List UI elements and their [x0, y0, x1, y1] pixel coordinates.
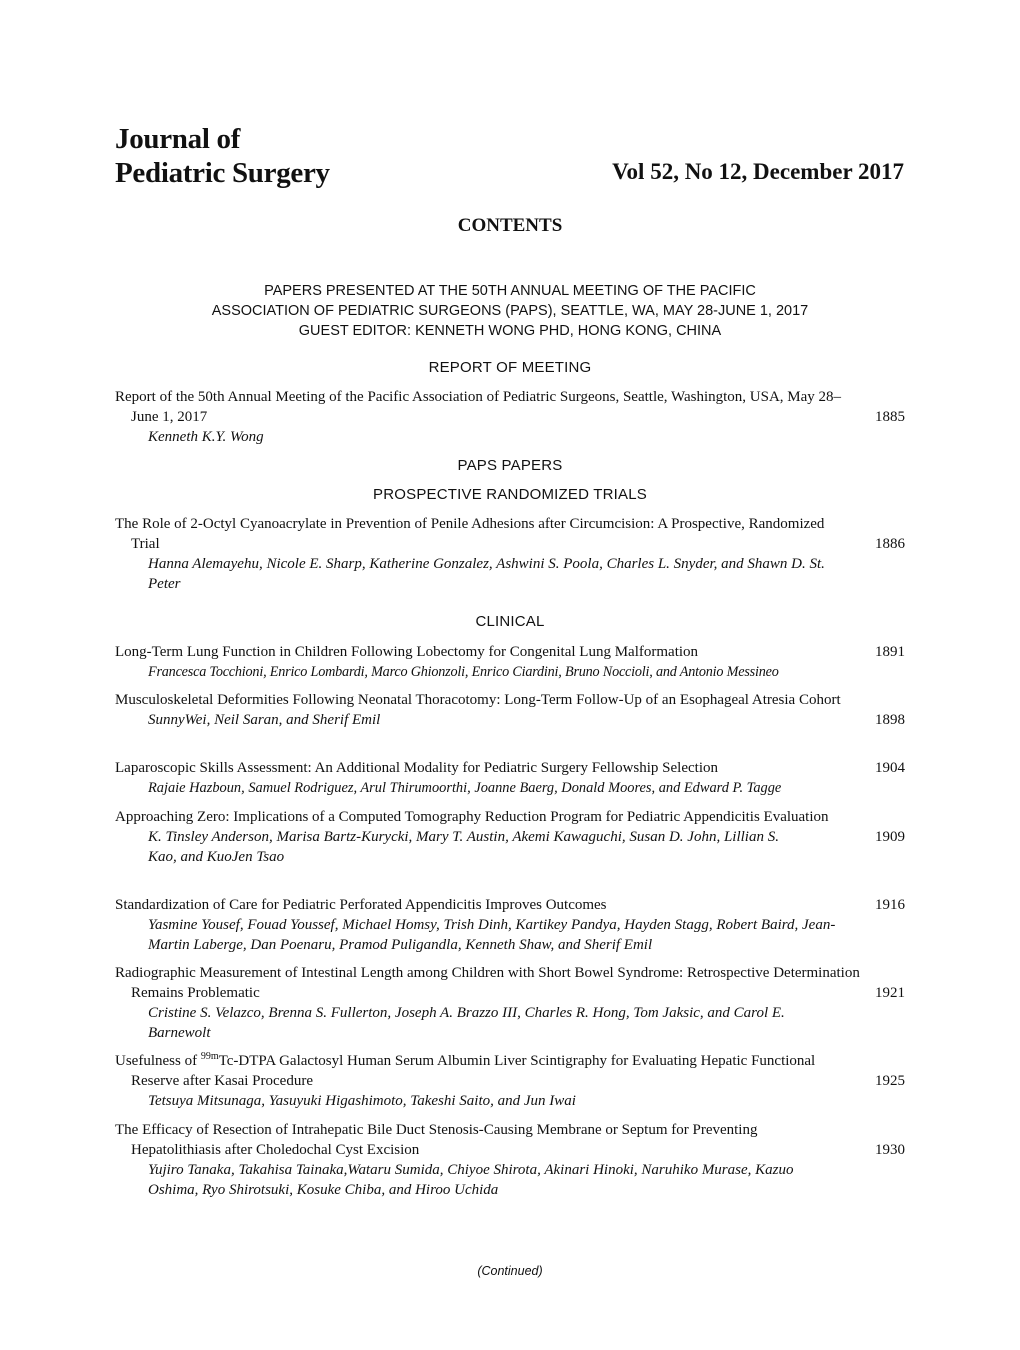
entry-authors: K. Tinsley Anderson, Marisa Bartz-Kurycki, Mary T. Austin, Akemi Kawaguchi, Susan D. John, Lillian S. Kao, and KuoJen Tsao: [148, 829, 779, 865]
entry-authors: SunnyWei, Neil Saran, and Sherif Emil: [148, 712, 381, 728]
entry-title[interactable]: Musculoskeletal Deformities Following Neonatal Thoracotomy: Long-Term Follow-Up of an Esophageal Atresia Cohort: [115, 692, 841, 708]
toc-entry[interactable]: [115, 1120, 905, 1200]
toc-entry[interactable]: [115, 895, 905, 955]
entry-authors: Yasmine Yousef, Fouad Youssef, Michael Homsy, Trish Dinh, Kartikey Pandya, Hayden Stagg, Robert Baird, Jean-Martin Laberge, Dan Poenaru, Pramod Puligandla, Kenneth Shaw, and Sherif Emil: [148, 917, 836, 953]
entry-title[interactable]: Standardization of Care for Pediatric Perforated Appendicitis Improves Outcomes: [115, 897, 607, 913]
meeting-banner: [0, 281, 1020, 341]
banner-line-2: ASSOCIATION OF PEDIATRIC SURGEONS (PAPS), SEATTLE, WA, MAY 28-JUNE 1, 2017: [211, 303, 809, 319]
entry-authors: Cristine S. Velazco, Brenna S. Fullerton, Joseph A. Brazzo III, Charles R. Hong, Tom Jaksic, and Carol E. Barnewolt: [148, 1005, 785, 1041]
entry-authors: Yujiro Tanaka, Takahisa Tainaka,Wataru Sumida, Chiyoe Shirota, Akinari Hinoki, Naruhiko Murase, Kazuo Oshima, Ryo Shirotsuki, Kosuke Chiba, and Hiroo Uchida: [148, 1162, 794, 1198]
banner-line-1: PAPERS PRESENTED AT THE 50TH ANNUAL MEETING OF THE PACIFIC: [264, 283, 756, 299]
entry-authors: Kenneth K.Y. Wong: [148, 429, 264, 445]
toc-entry[interactable]: [115, 514, 905, 594]
continued-note: (Continued): [477, 1264, 543, 1278]
entry-title-pre: Usefulness of: [115, 1053, 201, 1069]
entry-page: 1909: [875, 829, 905, 845]
entry-authors: Francesca Tocchioni, Enrico Lombardi, Marco Ghionzoli, Enrico Ciardini, Bruno Noccioli, and Antonio Messineo: [148, 664, 779, 680]
entry-title[interactable]: The Role of 2-Octyl Cyanoacrylate in Prevention of Penile Adhesions after Circumcision: A Prospective, Randomized Trial: [115, 516, 825, 552]
entry-page: 1898: [875, 712, 905, 728]
section-prospective-trials: PROSPECTIVE RANDOMIZED TRIALS: [373, 486, 647, 503]
entry-title[interactable]: Report of the 50th Annual Meeting of the Pacific Association of Pediatric Surgeons, Seattle, Washington, USA, May 28–June 1, 2017: [115, 389, 842, 425]
toc-entry[interactable]: [115, 642, 905, 682]
entry-page: 1891: [875, 644, 905, 660]
toc-entry[interactable]: [115, 1051, 905, 1111]
entry-title[interactable]: [115, 1051, 851, 1091]
journal-title: [115, 122, 330, 190]
contents-heading: CONTENTS: [457, 215, 563, 236]
entry-page: 1886: [875, 536, 905, 552]
entry-authors: Hanna Alemayehu, Nicole E. Sharp, Katherine Gonzalez, Ashwini S. Poola, Charles L. Snyder, and Shawn D. St. Peter: [148, 556, 825, 592]
toc-entry[interactable]: [115, 690, 905, 730]
banner-line-3: GUEST EDITOR: KENNETH WONG PHD, HONG KONG, CHINA: [298, 323, 722, 339]
entry-title[interactable]: Radiographic Measurement of Intestinal Length among Children with Short Bowel Syndrome: Retrospective Determination Remains Problematic: [115, 965, 860, 1001]
entry-page: 1904: [875, 760, 905, 776]
section-paps-papers: PAPS PAPERS: [457, 457, 563, 474]
entry-page: 1930: [875, 1142, 905, 1158]
entry-page: 1916: [875, 897, 905, 913]
toc-entry[interactable]: [115, 387, 905, 447]
entry-page: 1885: [875, 409, 905, 425]
journal-title-line2: Pediatric Surgery: [115, 157, 330, 189]
journal-title-line1: Journal of: [115, 123, 241, 155]
entry-title[interactable]: Approaching Zero: Implications of a Computed Tomography Reduction Program for Pediatric Appendicitis Evaluation: [115, 809, 829, 825]
entry-authors: Rajaie Hazboun, Samuel Rodriguez, Arul Thirumoorthi, Joanne Baerg, Donald Moores, and Edward P. Tagge: [148, 780, 782, 796]
toc-entry[interactable]: [115, 758, 905, 798]
entry-authors: Tetsuya Mitsunaga, Yasuyuki Higashimoto, Takeshi Saito, and Jun Iwai: [148, 1093, 576, 1109]
entry-page: 1921: [875, 985, 905, 1001]
entry-title-post: Tc-DTPA Galactosyl Human Serum Albumin Liver Scintigraphy for Evaluating Hepatic Functional Reserve after Kasai Procedure: [131, 1053, 816, 1089]
entry-title[interactable]: Long-Term Lung Function in Children Following Lobectomy for Congenital Lung Malformation: [115, 644, 699, 660]
section-report-of-meeting: REPORT OF MEETING: [428, 359, 592, 376]
entry-page: 1925: [875, 1073, 905, 1089]
entry-title[interactable]: The Efficacy of Resection of Intrahepatic Bile Duct Stenosis-Causing Membrane or Septum for Preventing Hepatolithiasis after Choledochal Cyst Excision: [115, 1122, 758, 1158]
section-clinical: CLINICAL: [475, 613, 545, 630]
toc-entry[interactable]: [115, 807, 905, 867]
toc-entry[interactable]: [115, 963, 905, 1043]
isotope-superscript: 99m: [200, 1051, 219, 1062]
volume-info: Vol 52, No 12, December 2017: [612, 159, 904, 184]
entry-title[interactable]: Laparoscopic Skills Assessment: An Additional Modality for Pediatric Surgery Fellowship Selection: [115, 760, 718, 776]
